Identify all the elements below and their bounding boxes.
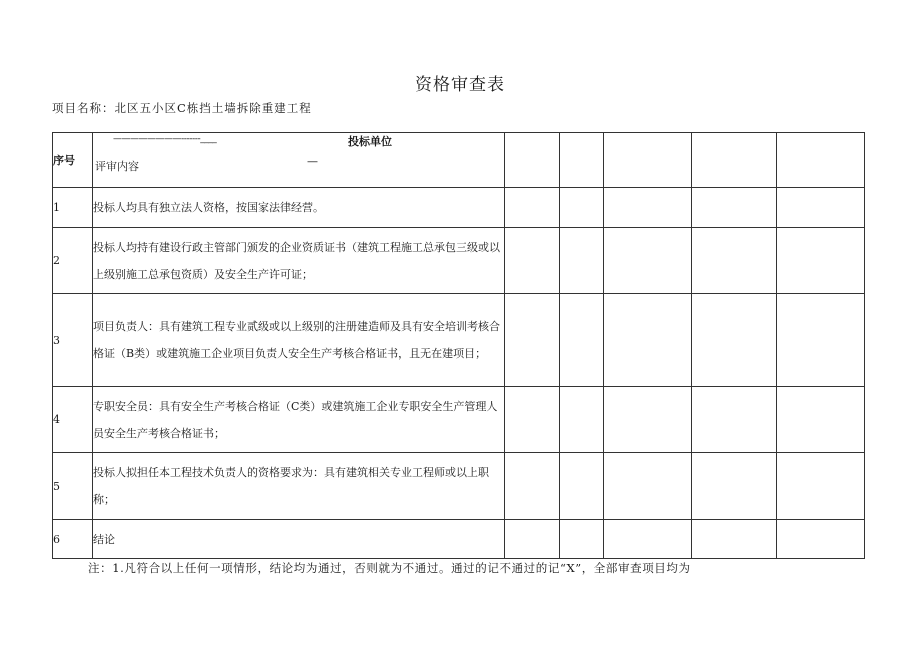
bidder-cell[interactable] [560, 453, 604, 520]
bidder-cell[interactable] [560, 133, 604, 188]
bidder-cell[interactable] [777, 520, 865, 559]
row-content: 专职安全员：具有安全生产考核合格证（C类）或建筑施工企业专职安全生产管理人员安全生产考核合格证书； [93, 387, 505, 453]
row-content: 投标人均持有建设行政主管部门颁发的企业资质证书（建筑工程施工总承包三级或以上级别施工总承包资质）及安全生产许可证； [93, 228, 505, 294]
row-content: 投标人拟担任本工程技术负责人的资格要求为：具有建筑相关专业工程师或以上职称； [93, 453, 505, 520]
bidder-cell[interactable] [777, 387, 865, 453]
row-number: 5 [53, 453, 93, 520]
header-divider: ————————-------____ [113, 134, 217, 144]
bidder-cell[interactable] [692, 387, 777, 453]
bidder-cell[interactable] [777, 228, 865, 294]
bidder-cell[interactable] [560, 188, 604, 228]
header-content-label: 评审内容 [95, 160, 139, 173]
bidder-cell[interactable] [560, 387, 604, 453]
bidder-cell[interactable] [560, 228, 604, 294]
header-seq-cell [53, 133, 93, 188]
row-content: 项目负责人：具有建筑工程专业贰级或以上级别的注册建造师及具有安全培训考核合格证（B类）或建筑施工企业项目负责人安全生产考核合格证书，且无在建项目； [93, 294, 505, 387]
row-content: 结论 [93, 520, 505, 559]
bidder-cell[interactable] [505, 188, 560, 228]
row-number: 2 [53, 228, 93, 294]
row-number: 4 [53, 387, 93, 453]
row-content: 投标人均具有独立法人资格，按国家法律经营。 [93, 188, 505, 228]
row-number: 6 [53, 520, 93, 559]
bidder-cell[interactable] [777, 294, 865, 387]
bidder-cell[interactable] [505, 453, 560, 520]
bidder-cell[interactable] [604, 228, 692, 294]
table-row [53, 294, 865, 387]
bidder-cell[interactable] [692, 520, 777, 559]
header-diagonal-cell [93, 133, 505, 188]
table-header-row [53, 133, 865, 188]
bidder-cell[interactable] [505, 520, 560, 559]
bidder-cell[interactable] [604, 387, 692, 453]
bidder-cell[interactable] [777, 133, 865, 188]
bidder-cell[interactable] [604, 294, 692, 387]
bidder-cell[interactable] [604, 520, 692, 559]
project-name: 项目名称：北区五小区C栋挡土墙拆除重建工程 [52, 101, 312, 115]
table-row [53, 228, 865, 294]
bidder-cell[interactable] [560, 520, 604, 559]
bidder-cell[interactable] [505, 133, 560, 188]
bidder-cell[interactable] [560, 294, 604, 387]
bidder-cell[interactable] [604, 133, 692, 188]
bidder-cell[interactable] [505, 387, 560, 453]
bidder-cell[interactable] [692, 294, 777, 387]
qualification-review-table [52, 132, 865, 559]
row-number: 1 [53, 188, 93, 228]
row-number: 3 [53, 294, 93, 387]
table-row [53, 387, 865, 453]
bidder-cell[interactable] [692, 133, 777, 188]
table-row [53, 453, 865, 520]
footnote: 注：1.凡符合以上任何一项情形，结论均为通过，否则就为不通过。通过的记不通过的记“X”，全部审查项目均为 [88, 561, 691, 575]
bidder-cell[interactable] [777, 188, 865, 228]
bidder-cell[interactable] [604, 188, 692, 228]
bidder-cell[interactable] [692, 453, 777, 520]
table-row [53, 520, 865, 559]
bidder-cell[interactable] [692, 228, 777, 294]
bidder-cell[interactable] [604, 453, 692, 520]
bidder-cell[interactable] [505, 228, 560, 294]
bidder-cell[interactable] [505, 294, 560, 387]
bidder-cell[interactable] [692, 188, 777, 228]
table-row [53, 188, 865, 228]
header-dash: — [307, 155, 318, 168]
header-seq-label: 序号 [53, 154, 75, 167]
page-title: 资格审查表 [415, 75, 505, 95]
header-bidder-label: 投标单位 [348, 135, 392, 148]
bidder-cell[interactable] [777, 453, 865, 520]
